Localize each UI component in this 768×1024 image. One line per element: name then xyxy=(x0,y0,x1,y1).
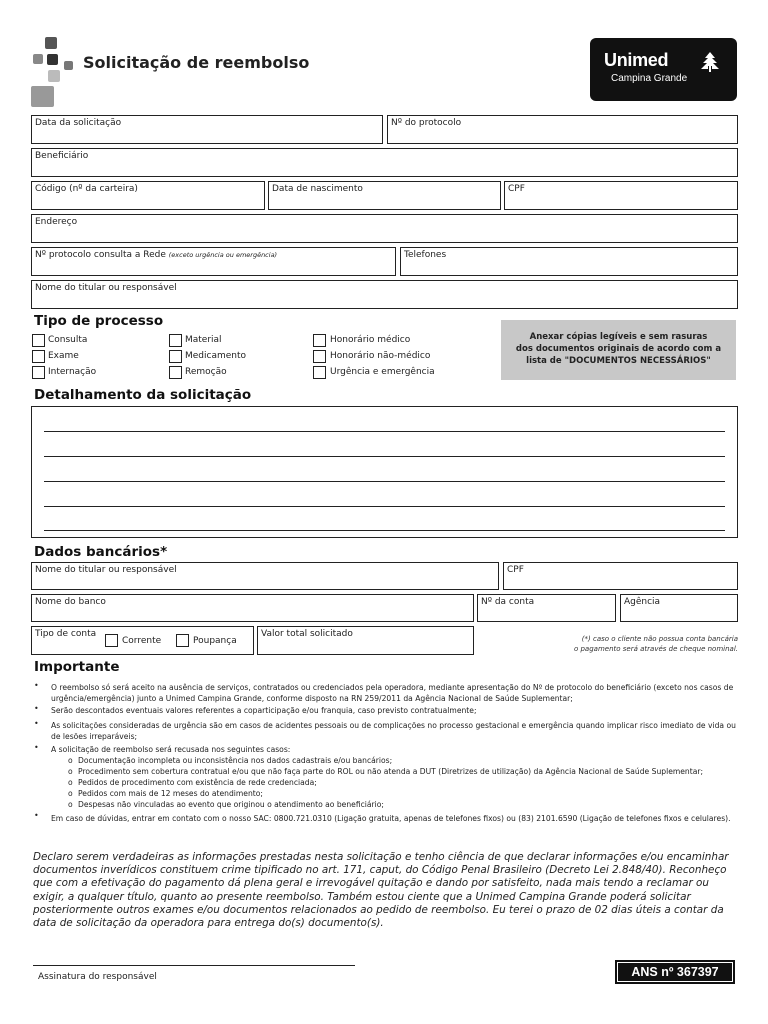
checkbox-label: Remoção xyxy=(185,367,227,377)
bullet-dot: • xyxy=(34,704,39,713)
field-label: CPF xyxy=(507,565,524,575)
field-label: CPF xyxy=(508,184,525,194)
checkbox-material[interactable] xyxy=(169,334,182,347)
bullet-dot: • xyxy=(34,811,39,820)
page-title: Solicitação de reembolso xyxy=(83,53,310,72)
field-label: Nº do protocolo xyxy=(391,118,462,128)
field-label: Nº da conta xyxy=(481,597,535,607)
checkbox-label: Poupança xyxy=(193,636,237,646)
field-label: Beneficiário xyxy=(35,151,89,161)
logo-brand: Unimed xyxy=(604,50,669,70)
sub-item: o Despesas não vinculadas ao evento que originou o atendimento ao beneficiário; xyxy=(68,800,384,809)
sub-item: o Documentação incompleta ou inconsistência nos dados cadastrais e/ou bancários; xyxy=(68,756,393,765)
importante-item: Em caso de dúvidas, entrar em contato com o nosso SAC: 0800.721.0310 (Ligação gratuita, apenas de telefones fixos) ou (83) 2101.6590 (Ligação de telefones fixos e celulares). xyxy=(51,814,731,823)
checkbox-consulta[interactable] xyxy=(32,334,45,347)
note-line: Anexar cópias legíveis e sem rasuras xyxy=(529,332,708,342)
endereco-field[interactable] xyxy=(31,214,738,243)
detalhamento-heading: Detalhamento da solicitação xyxy=(34,387,252,403)
codigo-carteira-field[interactable] xyxy=(31,181,265,210)
dados-bancarios-heading: Dados bancários* xyxy=(34,544,168,560)
field-label: Agência xyxy=(624,597,661,607)
ans-badge xyxy=(615,960,735,984)
titular-field[interactable] xyxy=(31,280,738,309)
detalhamento-textarea[interactable] xyxy=(31,406,738,538)
field-label: Nome do banco xyxy=(35,597,106,607)
telefones-field[interactable] xyxy=(400,247,738,276)
cheque-note xyxy=(490,634,738,654)
field-label: Endereço xyxy=(35,217,78,227)
valor-total-field[interactable] xyxy=(257,626,474,655)
checkbox-label: Honorário médico xyxy=(330,335,411,345)
field-label xyxy=(35,250,277,260)
field-label: Nome do titular ou responsável xyxy=(35,565,177,575)
checkbox-label: Consulta xyxy=(48,335,88,345)
checkbox-honorario-nao-medico[interactable] xyxy=(313,350,326,363)
unimed-logo xyxy=(590,38,737,101)
checkbox-urgencia-emergencia[interactable] xyxy=(313,366,326,379)
protocolo-rede-label: Nº protocolo consulta a Rede xyxy=(35,250,166,260)
sub-item-text: Pedidos com mais de 12 meses do atendimento; xyxy=(78,789,263,798)
writing-line xyxy=(44,481,725,482)
note-line: o pagamento será através de cheque nominal. xyxy=(573,645,738,653)
checkbox-label: Exame xyxy=(48,351,79,361)
field-label: Tipo de conta xyxy=(35,629,97,639)
bullet-dot: • xyxy=(34,719,39,728)
field-label: Data de nascimento xyxy=(272,184,363,194)
checkbox-remocao[interactable] xyxy=(169,366,182,379)
sub-item-text: Procedimento sem cobertura contratual e/ou que não faça parte do ROL ou não atenda a DUT (Diretrizes de utilização) da Agência Nacional de Saúde Suplementar; xyxy=(78,767,704,776)
checkbox-poupanca[interactable] xyxy=(176,634,189,647)
checkbox-label: Internação xyxy=(48,367,97,377)
field-label: Valor total solicitado xyxy=(261,629,353,639)
protocolo-rede-field[interactable] xyxy=(31,247,396,276)
checkbox-label: Urgência e emergência xyxy=(330,367,435,377)
importante-item: A solicitação de reembolso será recusada nos seguintes casos: xyxy=(51,745,291,754)
nome-banco-field[interactable] xyxy=(31,594,474,622)
importante-item: Serão descontados eventuais valores referentes a coparticipação e/ou franquia, caso previsto contratualmente; xyxy=(51,706,477,715)
sub-item: o Pedidos de procedimento com existência de rede credenciada; xyxy=(68,778,317,787)
agencia-field[interactable] xyxy=(620,594,738,622)
sub-item: o Pedidos com mais de 12 meses do atendimento; xyxy=(68,789,263,798)
sub-item-text: Documentação incompleta ou inconsistência nos dados cadastrais e/ou bancários; xyxy=(78,756,393,765)
writing-line xyxy=(44,456,725,457)
checkbox-corrente[interactable] xyxy=(105,634,118,647)
banco-titular-field[interactable] xyxy=(31,562,499,590)
importante-item: O reembolso só será aceito na ausência de serviços, contratados ou credenciados pela operadora, mediante apresentação do Nº de protocolo do beneficiário (exceto nos casos de urgência/emergência) junto a Unimed Campina Grande, conforme disposto na RN 259/2011 da Agência Nacional de Saúde Suplementar; xyxy=(51,683,734,703)
checkbox-medicamento[interactable] xyxy=(169,350,182,363)
sub-item: o Procedimento sem cobertura contratual e/ou que não faça parte do ROL ou não atenda a DUT (Diretrizes de utilização) da Agência Nacional de Saúde Suplementar; xyxy=(68,767,704,776)
ans-number: ANS nº 367397 xyxy=(618,963,732,981)
logo-subtitle: Campina Grande xyxy=(611,73,688,84)
tipo-processo-heading: Tipo de processo xyxy=(34,313,164,329)
checkbox-label: Honorário não-médico xyxy=(330,351,431,361)
declaracao-text: Declaro serem verdadeiras as informações prestadas nesta solicitação e tenho ciência de que declarar informações e/ou encaminhar documentos inverídicos constituem crime tipificado no art. 171, caput, do Código Penal Brasileiro (Decreto Lei 2.848/40). Reconheço que com a efetivação do pagamento dá plena geral e irrevogável quitação e dando por satisfeito, nada mais tendo a reclamar ou exigir, a qualquer título, quanto ao presente reembolso. Também estou ciente que a Unimed Campina Grande poderá solicitar posteriormente outros exames e/ou documentos relacionados ao pedido de reembolso. Eu terei o prazo de 02 dias úteis a contar da data de solicitação da operadora para entrega do(s) documento(s). xyxy=(33,851,729,930)
checkbox-internacao[interactable] xyxy=(32,366,45,379)
checkbox-exame[interactable] xyxy=(32,350,45,363)
bullet-dot: • xyxy=(34,743,39,752)
importante-item: As solicitações consideradas de urgência são em casos de acidentes pessoais ou de complicações no processo gestacional e emergência quando implicar risco imediato de vida ou de lesões irreparáveis; xyxy=(51,721,736,741)
signature-line[interactable] xyxy=(33,965,355,966)
checkbox-label: Corrente xyxy=(122,636,162,646)
bullet-dot: • xyxy=(34,681,39,690)
checkbox-honorario-medico[interactable] xyxy=(313,334,326,347)
protocolo-rede-note: (exceto urgência ou emergência) xyxy=(168,251,278,259)
field-label: Telefones xyxy=(404,250,447,260)
sub-item-text: Pedidos de procedimento com existência de rede credenciada; xyxy=(78,778,317,787)
importante-heading: Importante xyxy=(34,659,120,675)
banco-cpf-field[interactable] xyxy=(503,562,738,590)
checkbox-label: Material xyxy=(185,335,222,345)
beneficiario-field[interactable] xyxy=(31,148,738,177)
protocolo-field[interactable] xyxy=(387,115,738,144)
unimed-tree-icon xyxy=(698,51,722,73)
signature-label: Assinatura do responsável xyxy=(38,972,157,982)
writing-line xyxy=(44,431,725,432)
checkbox-label: Medicamento xyxy=(185,351,247,361)
writing-line xyxy=(44,506,725,507)
field-label: Data da solicitação xyxy=(35,118,122,128)
data-solicitacao-field[interactable] xyxy=(31,115,383,144)
documentos-necessarios-note xyxy=(501,320,736,380)
sub-item-text: Despesas não vinculadas ao evento que originou o atendimento ao beneficiário; xyxy=(78,800,384,809)
data-nascimento-field[interactable] xyxy=(268,181,501,210)
note-line: lista de "DOCUMENTOS NECESSÁRIOS" xyxy=(526,356,711,366)
cpf-field[interactable] xyxy=(504,181,738,210)
numero-conta-field[interactable] xyxy=(477,594,616,622)
field-label: Nome do titular ou responsável xyxy=(35,283,177,293)
writing-line xyxy=(44,530,725,531)
field-label: Código (nº da carteira) xyxy=(35,184,138,194)
note-line: (*) caso o cliente não possua conta bancária xyxy=(581,635,738,643)
note-line: dos documentos originais de acordo com a xyxy=(515,344,722,354)
